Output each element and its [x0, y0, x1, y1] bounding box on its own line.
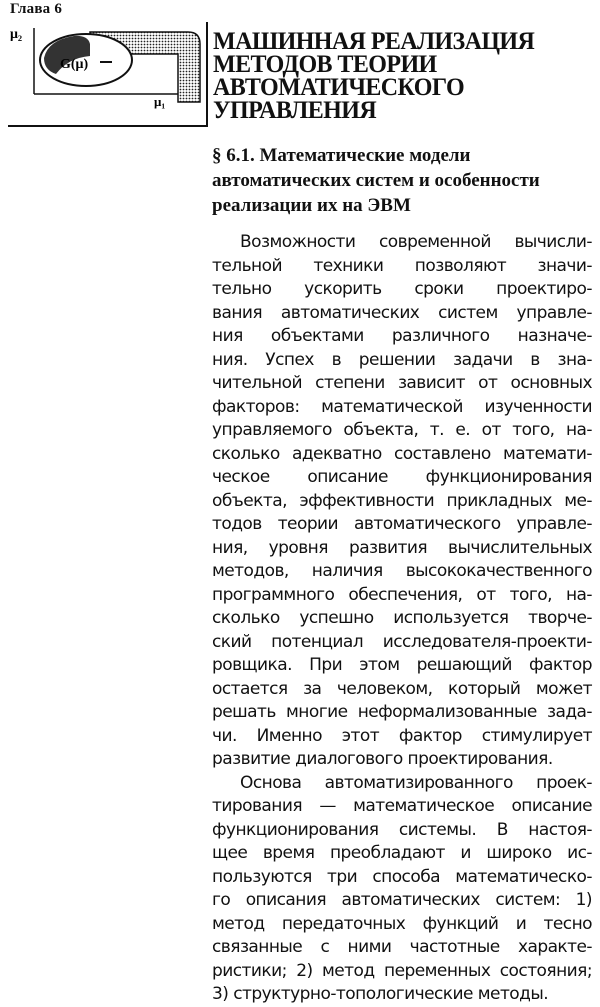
section-heading-line: реализации их на ЭВМ: [212, 195, 411, 216]
header-horizontal-rule: [8, 125, 208, 127]
paragraph-line: Возможности современной вычисли-: [240, 232, 592, 252]
paragraph-line: развитие диалогового проектирования.: [212, 749, 553, 769]
paragraph-line: функционирования системы. В настоя-: [212, 819, 592, 840]
paragraph-line: ческое описание функционирования: [212, 467, 592, 487]
g-mu-label: G(μ): [60, 57, 89, 72]
paragraph-line: метод передаточных функций и тесно: [212, 913, 592, 934]
chapter-label: Глава 6: [10, 1, 63, 17]
paragraph-line: объекта, эффективности прикладных ме-: [212, 490, 592, 511]
paragraph-line: ский потенциал исследователя-проекти-: [212, 631, 592, 652]
paragraph-line: 3) структурно-топологические методы.: [212, 984, 549, 1004]
paragraph-line: Основа автоматизированного проек-: [240, 772, 592, 793]
paragraph-line: го описания автоматических систем: 1): [212, 890, 592, 910]
section-heading-line: автоматических систем и особенности: [212, 170, 540, 191]
chapter-title-line: МАШИННАЯ РЕАЛИЗАЦИЯ: [213, 28, 535, 55]
mu1-label: μ₁: [154, 94, 166, 109]
chapter-title-line: АВТОМАТИЧЕСКОГО: [213, 74, 465, 101]
paragraph-line: тодов теории автоматического управле-: [212, 514, 592, 534]
paragraph-line: пользуются три способа математическо-: [212, 866, 592, 887]
body-text: [212, 231, 592, 1007]
paragraph-line: ристики; 2) метод переменных состояния;: [212, 960, 592, 981]
section-heading-line: § 6.1. Математические модели: [212, 145, 471, 166]
paragraph-line: факторов: математической изученности: [212, 396, 592, 417]
paragraph-line: ровщика. При этом решающий фактор: [212, 655, 592, 675]
paragraph-line: методов, наличия высококачественного: [212, 561, 592, 581]
chapter-emblem: [8, 22, 206, 126]
section-heading: [212, 143, 592, 218]
paragraph-line: остается за человеком, который может: [212, 678, 592, 699]
paragraph-line: вания автоматических систем управле-: [212, 302, 592, 323]
paragraph-line: щее время преобладают и широко ис-: [212, 843, 592, 863]
paragraph-line: ния объектами различного назначе-: [212, 326, 592, 346]
paragraph-line: тельно ускорить сроки проектиро-: [212, 279, 592, 299]
paragraph-line: тирования — математическое описание: [212, 796, 592, 816]
paragraph-line: чительной степени зависит от основных: [212, 373, 592, 393]
paragraph-line: тельной техники позволяют значи-: [212, 255, 592, 276]
paragraph-line: управляемого объекта, т. е. от того, на-: [212, 420, 592, 440]
paragraph-line: чи. Именно этот фактор стимулирует: [212, 725, 592, 746]
paragraph-line: сколько успешно используется творче-: [212, 608, 592, 628]
paragraph-line: ния, уровня развития вычислительных: [212, 537, 592, 558]
header-vertical-rule: [206, 22, 208, 126]
mu2-label: μ₂: [10, 27, 23, 42]
paragraph-line: сколько адекватно составлено математи-: [212, 443, 592, 464]
paragraph-line: решать многие неформализованные зада-: [212, 702, 592, 722]
chapter-title-line: УПРАВЛЕНИЯ: [213, 97, 377, 124]
chapter-title: [213, 30, 578, 122]
paragraph-line: программного обеспечения, от того, на-: [212, 584, 592, 605]
paragraph-line: связанные с ними частотные характе-: [212, 937, 592, 957]
paragraph-line: ния. Успех в решении задачи в зна-: [212, 349, 592, 370]
chapter-title-line: МЕТОДОВ ТЕОРИИ: [213, 51, 437, 78]
